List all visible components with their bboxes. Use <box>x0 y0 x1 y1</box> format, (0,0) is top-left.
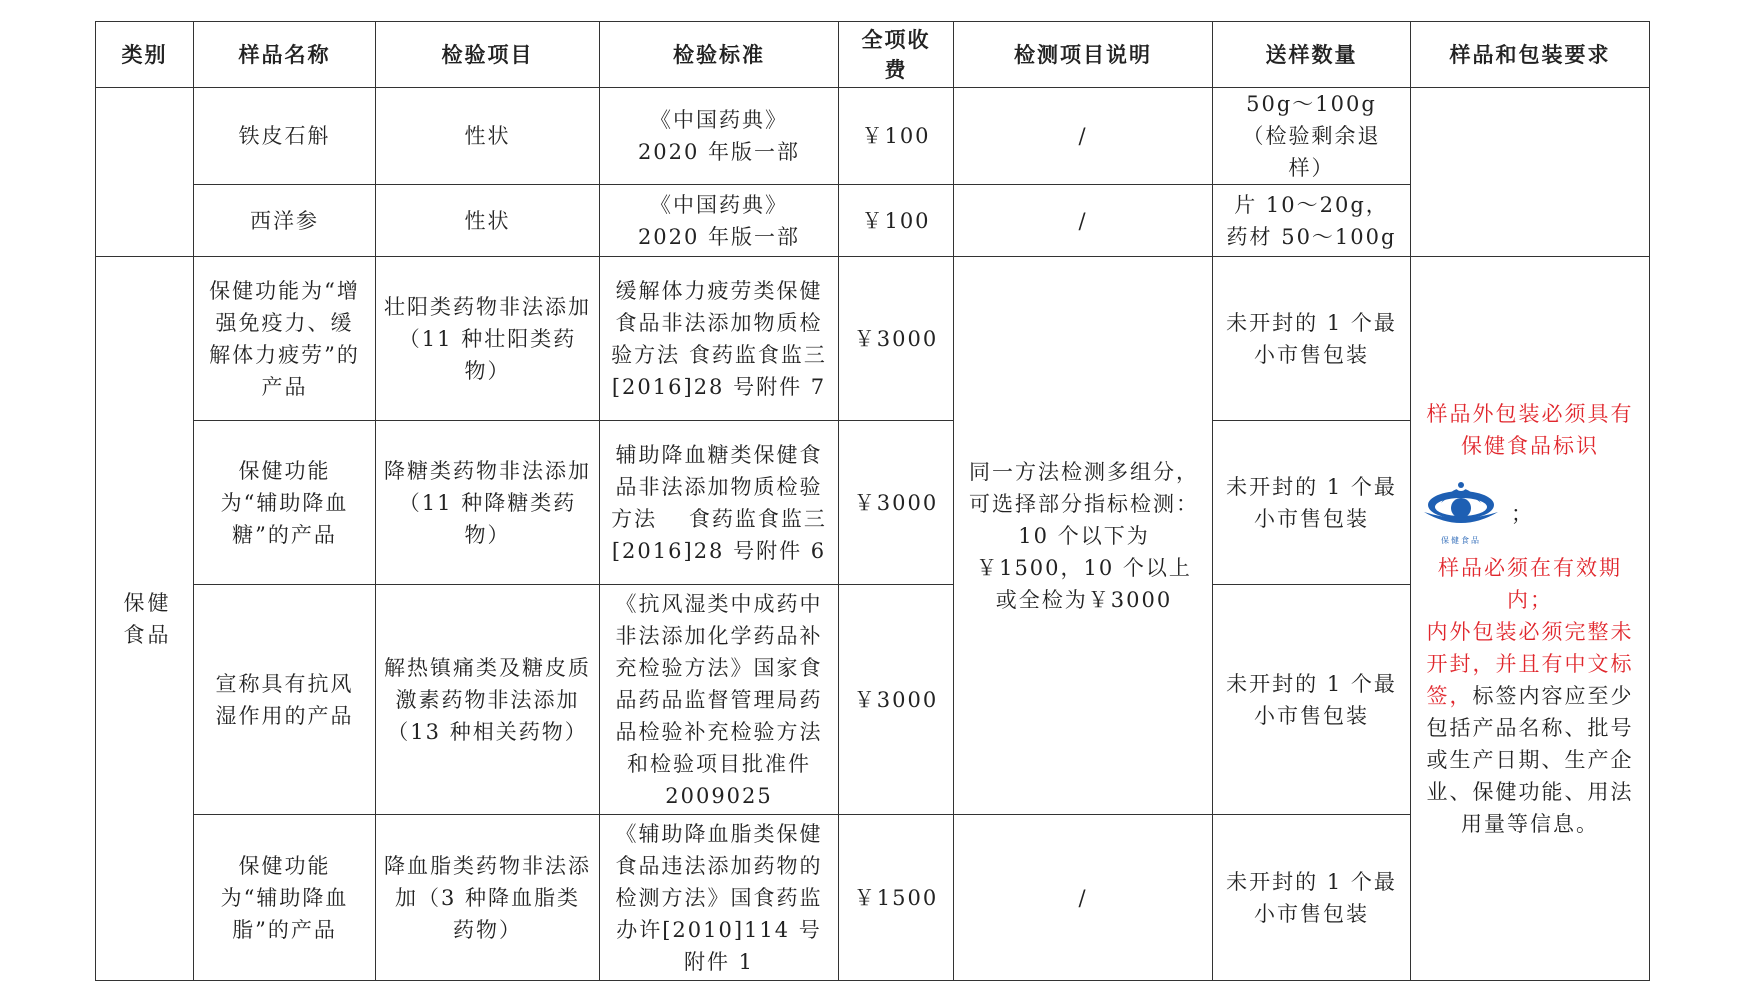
table-row <box>96 257 1650 421</box>
logo-text: 保健食品 <box>1441 535 1481 545</box>
header-quantity: 送样数量 <box>1213 22 1411 88</box>
note-cell-multi: 同一方法检测多组分，可选择部分指标检测：10 个以下为￥1500，10 个以上或全检为￥3000 <box>954 257 1213 815</box>
sample-name-cell: 宣称具有抗风湿作用的产品 <box>194 585 376 815</box>
quantity-cell: 片 10～20g，药材 50～100g <box>1213 185 1411 257</box>
header-requirements: 样品和包装要求 <box>1411 22 1650 88</box>
note-cell: / <box>954 88 1213 185</box>
category-cell <box>96 88 194 257</box>
quantity-cell: 未开封的 1 个最小市售包装 <box>1213 421 1411 585</box>
header-sample-name: 样品名称 <box>194 22 376 88</box>
quantity-cell: 50g～100g（检验剩余退样） <box>1213 88 1411 185</box>
test-item-cell: 降血脂类药物非法添加（3 种降血脂类药物） <box>376 815 600 981</box>
standard-cell: 《中国药典》2020 年版一部 <box>600 185 839 257</box>
fee-cell: ￥3000 <box>839 585 954 815</box>
logo-line <box>1419 466 1641 548</box>
logo-semicolon: ； <box>1511 501 1534 526</box>
sample-name-cell: 保健功能为“辅助降血糖”的产品 <box>194 421 376 585</box>
requirement-label-logo: 样品外包装必须具有保健食品标识 <box>1426 401 1634 458</box>
fee-cell: ￥100 <box>839 88 954 185</box>
standard-cell: 《抗风湿类中成药中非法添加化学药品补充检验方法》国家食品药品监督管理局药品检验补充检验方法和检验项目批准件 2009025 <box>600 585 839 815</box>
requirement-label-content: 标签内容应至少包括产品名称、批号或生产日期、生产企业、保健功能、用法用量等信息。 <box>1426 683 1634 836</box>
sample-name-cell: 西洋参 <box>194 185 376 257</box>
health-food-logo-icon <box>1419 472 1503 548</box>
header-standard: 检验标准 <box>600 22 839 88</box>
header-test-item: 检验项目 <box>376 22 600 88</box>
requirement-expiry: 样品必须在有效期内； <box>1438 555 1622 612</box>
sample-name-cell: 保健功能为“辅助降血脂”的产品 <box>194 815 376 981</box>
test-item-cell: 壮阳类药物非法添加（11 种壮阳类药物） <box>376 257 600 421</box>
note-cell: / <box>954 815 1213 981</box>
sample-name-cell: 保健功能为“增强免疫力、缓解体力疲劳”的产品 <box>194 257 376 421</box>
note-cell: / <box>954 185 1213 257</box>
header-fee: 全项收费 <box>839 22 954 88</box>
test-item-cell: 性状 <box>376 88 600 185</box>
fee-cell: ￥3000 <box>839 421 954 585</box>
requirements-cell <box>1411 257 1650 981</box>
test-item-cell: 性状 <box>376 185 600 257</box>
fee-cell: ￥3000 <box>839 257 954 421</box>
sample-name-cell: 铁皮石斛 <box>194 88 376 185</box>
header-row <box>96 22 1650 88</box>
fee-cell: ￥1500 <box>839 815 954 981</box>
standard-cell: 《中国药典》2020 年版一部 <box>600 88 839 185</box>
standard-cell: 缓解体力疲劳类保健食品非法添加物质检验方法 食药监食监三[2016]28 号附件 7 <box>600 257 839 421</box>
quantity-cell: 未开封的 1 个最小市售包装 <box>1213 585 1411 815</box>
requirements-cell-empty <box>1411 88 1650 257</box>
header-note: 检测项目说明 <box>954 22 1213 88</box>
standard-cell: 《辅助降血脂类保健食品违法添加药物的检测方法》国食药监办许[2010]114 号附件 1 <box>600 815 839 981</box>
header-category: 类别 <box>96 22 194 88</box>
fee-cell: ￥100 <box>839 185 954 257</box>
test-item-cell: 解热镇痛类及糖皮质激素药物非法添加（13 种相关药物） <box>376 585 600 815</box>
requirement-packaging: 内外包装必须完整未开封，并且有中文标签， <box>1426 619 1634 708</box>
pricing-table <box>95 21 1650 981</box>
table-row <box>96 88 1650 185</box>
standard-cell: 辅助降血糖类保健食品非法添加物质检验方法 食药监食监三[2016]28 号附件 6 <box>600 421 839 585</box>
quantity-cell: 未开封的 1 个最小市售包装 <box>1213 815 1411 981</box>
category-cell: 保健食品 <box>96 257 194 981</box>
test-item-cell: 降糖类药物非法添加（11 种降糖类药物） <box>376 421 600 585</box>
quantity-cell: 未开封的 1 个最小市售包装 <box>1213 257 1411 421</box>
